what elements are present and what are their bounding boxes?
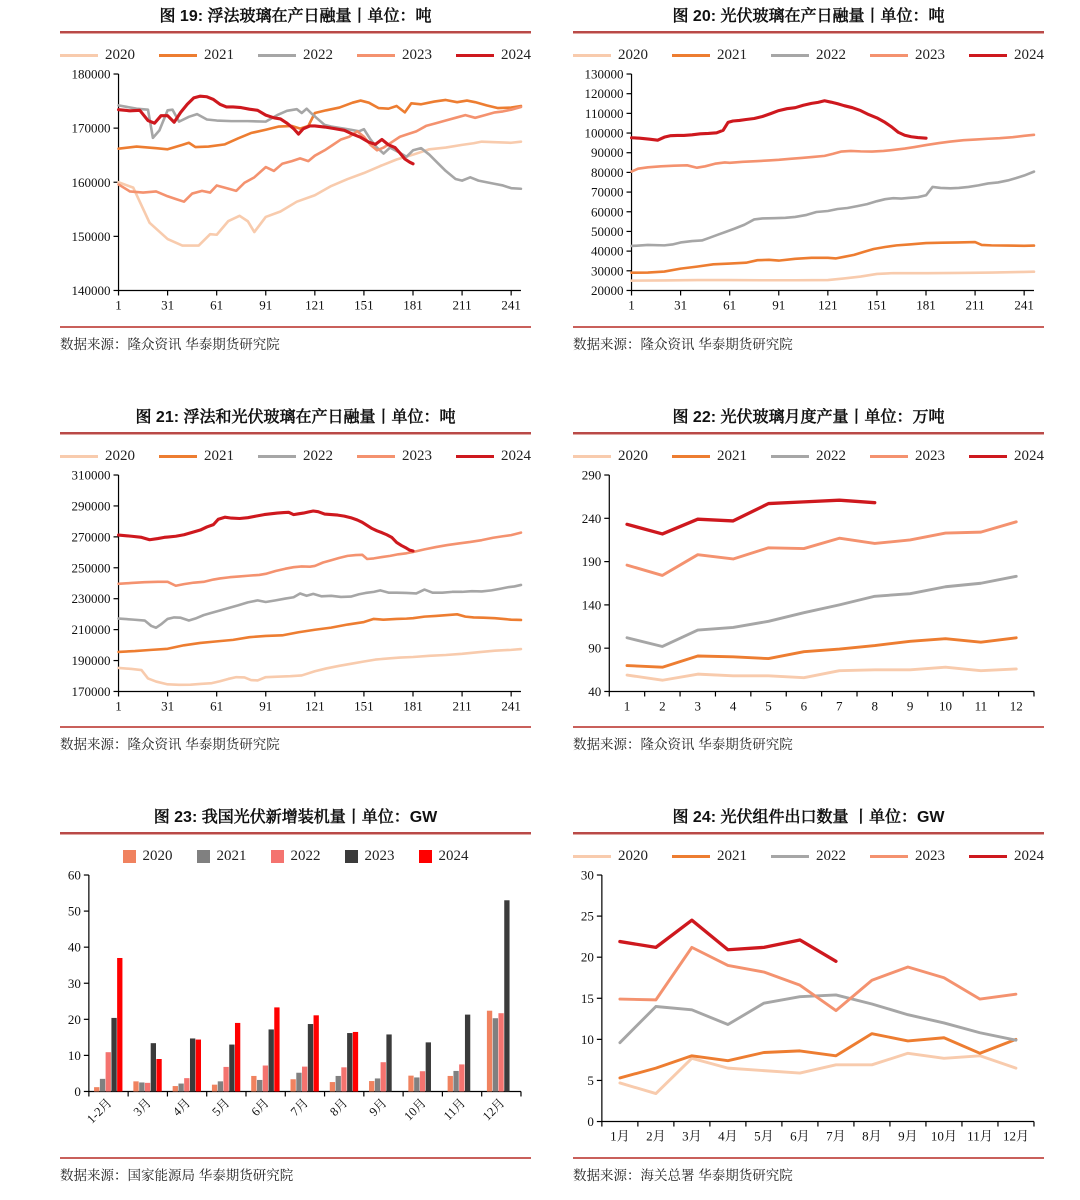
legend-item-2020 [573,848,648,865]
svg-text:61: 61 [723,297,737,313]
legend-item-2022 [271,848,321,865]
svg-text:31: 31 [161,698,175,714]
svg-text:241: 241 [501,297,521,313]
svg-text:70000: 70000 [590,184,624,200]
svg-text:230000: 230000 [71,590,111,606]
figure-21-legend [60,448,531,465]
svg-text:30000: 30000 [590,263,624,279]
svg-text:60000: 60000 [590,204,624,220]
figure-21-source: 数据来源：隆众资讯 华泰期货研究院 [60,726,531,753]
legend-item-2023 [870,47,945,64]
legend-item-2020 [60,448,135,465]
figure-24-legend [573,848,1044,865]
svg-text:6: 6 [800,698,808,714]
svg-text:140: 140 [581,596,602,612]
svg-text:8月: 8月 [862,1128,882,1144]
legend-item-2023 [870,848,945,865]
figure-23-title: 图 23: 我国光伏新增装机量丨单位：GW [153,809,438,827]
svg-text:91: 91 [259,698,273,714]
legend-swatch-2023 [870,855,908,858]
figure-20-legend [573,47,1044,64]
svg-text:5月: 5月 [209,1095,233,1119]
svg-text:1月: 1月 [610,1128,630,1144]
svg-text:310000: 310000 [71,467,111,483]
svg-text:3: 3 [694,698,702,714]
svg-text:31: 31 [674,297,688,313]
legend-label: 2023 [402,447,432,464]
svg-text:60: 60 [67,867,81,883]
figure-19-line-chart [60,66,531,319]
svg-text:190000: 190000 [71,652,111,668]
svg-text:210000: 210000 [71,621,111,637]
figure-20-line-chart [573,66,1044,319]
svg-text:6月: 6月 [248,1095,272,1119]
legend-swatch-2023 [357,455,395,458]
svg-text:50: 50 [67,903,81,919]
legend-swatch-2021 [197,850,210,863]
legend-swatch-2022 [258,54,296,57]
svg-text:121: 121 [305,698,325,714]
legend-label: 2020 [618,848,648,865]
legend-swatch-2021 [159,455,197,458]
svg-text:11月: 11月 [967,1128,993,1144]
svg-text:0: 0 [74,1084,81,1100]
legend-label: 2021 [216,848,247,865]
legend-item-2024 [419,848,469,865]
legend-swatch-2020 [60,54,98,57]
legend-swatch-2021 [672,455,710,458]
svg-text:2: 2 [659,698,666,714]
figure-24-line-chart [573,867,1044,1150]
legend-label: 2024 [438,848,469,865]
svg-text:1: 1 [623,698,631,714]
svg-text:12月: 12月 [479,1095,508,1124]
legend-label: 2022 [816,848,846,865]
svg-text:25: 25 [580,908,594,924]
svg-text:50000: 50000 [590,223,624,239]
legend-label: 2022 [290,848,321,865]
svg-text:3月: 3月 [130,1095,154,1119]
legend-item-2021 [159,448,234,465]
legend-swatch-2023 [870,54,908,57]
figure-24-title: 图 24: 光伏组件出口数量 丨单位：GW [672,809,945,827]
legend-item-2023 [870,448,945,465]
figure-21-line-chart [60,467,531,720]
legend-item-2022 [258,448,333,465]
legend-item-2021 [672,848,747,865]
legend-item-2022 [771,848,846,865]
svg-text:90: 90 [588,640,602,656]
svg-text:120000: 120000 [584,86,624,102]
legend-swatch-2020 [573,455,611,458]
svg-text:80000: 80000 [590,164,624,180]
legend-item-2022 [771,448,846,465]
legend-label: 2021 [717,47,747,63]
svg-text:12: 12 [1009,698,1023,714]
svg-text:290: 290 [581,467,602,483]
legend-label: 2021 [204,447,234,464]
svg-text:11月: 11月 [440,1095,469,1124]
svg-text:150000: 150000 [71,228,111,244]
svg-text:10: 10 [67,1047,81,1063]
figure-19-source: 数据来源：隆众资讯 华泰期货研究院 [60,326,531,353]
svg-text:5: 5 [587,1073,594,1089]
legend-item-2023 [357,47,432,64]
svg-text:40: 40 [67,939,81,955]
figure-22-title: 图 22: 光伏玻璃月度产量丨单位：万吨 [672,408,945,426]
svg-text:8月: 8月 [327,1095,351,1119]
svg-text:211: 211 [452,297,472,313]
legend-item-2021 [672,448,747,465]
legend-label: 2024 [1014,848,1044,865]
figure-22-legend [573,448,1044,465]
legend-item-2024 [456,448,531,465]
legend-swatch-2022 [258,455,296,458]
svg-text:10: 10 [938,698,953,714]
svg-text:30: 30 [580,867,594,883]
svg-text:0: 0 [587,1114,594,1130]
legend-swatch-2020 [573,54,611,57]
svg-text:6月: 6月 [790,1128,810,1144]
svg-text:9: 9 [906,698,914,714]
legend-item-2024 [969,47,1044,64]
figure-23-bar-chart [60,867,531,1150]
svg-text:151: 151 [354,698,374,714]
svg-text:40: 40 [588,683,602,699]
svg-text:110000: 110000 [584,105,624,121]
figure-23-source: 数据来源：国家能源局 华泰期货研究院 [60,1157,531,1184]
legend-label: 2020 [105,47,135,63]
legend-item-2024 [969,848,1044,865]
title-underline [60,832,531,835]
legend-item-2020 [573,47,648,64]
legend-label: 2022 [303,47,333,63]
svg-text:10月: 10月 [930,1128,957,1144]
figure-21-title: 图 21: 浮法和光伏玻璃在产日融量丨单位：吨 [135,408,456,426]
svg-text:4月: 4月 [170,1095,194,1119]
svg-text:160000: 160000 [71,174,111,190]
svg-text:211: 211 [452,698,472,714]
svg-text:91: 91 [259,297,273,313]
figure-20 [573,6,1044,353]
svg-text:20: 20 [580,949,594,965]
svg-text:1: 1 [115,698,122,714]
svg-text:140000: 140000 [71,282,111,298]
legend-item-2021 [159,47,234,64]
svg-text:190: 190 [581,553,602,569]
legend-swatch-2020 [123,850,136,863]
legend-label: 2023 [364,848,395,865]
title-underline [60,31,531,34]
legend-item-2024 [969,448,1044,465]
svg-text:100000: 100000 [584,125,624,141]
svg-text:15: 15 [580,990,594,1006]
legend-swatch-2023 [357,54,395,57]
svg-text:20: 20 [67,1011,81,1027]
legend-swatch-2024 [419,850,432,863]
legend-swatch-2022 [271,850,284,863]
svg-text:241: 241 [501,698,521,714]
legend-swatch-2024 [456,54,494,57]
legend-label: 2021 [717,447,747,464]
svg-text:1: 1 [628,297,635,313]
legend-swatch-2021 [672,855,710,858]
svg-text:3月: 3月 [682,1128,702,1144]
figure-24 [573,807,1044,1184]
svg-text:181: 181 [916,297,936,313]
title-underline [573,432,1044,435]
svg-text:4: 4 [729,698,737,714]
legend-swatch-2024 [969,855,1007,858]
svg-text:181: 181 [403,297,423,313]
legend-swatch-2021 [159,54,197,57]
legend-label: 2023 [402,47,432,63]
legend-swatch-2022 [771,855,809,858]
legend-swatch-2024 [969,455,1007,458]
svg-text:270000: 270000 [71,528,111,544]
svg-text:5: 5 [765,698,772,714]
svg-text:8: 8 [871,698,878,714]
svg-text:7月: 7月 [826,1128,846,1144]
svg-text:9月: 9月 [898,1128,918,1144]
legend-item-2023 [345,848,395,865]
svg-text:20000: 20000 [590,282,624,298]
legend-swatch-2023 [870,455,908,458]
svg-text:250000: 250000 [71,559,111,575]
svg-text:170000: 170000 [71,120,111,136]
legend-item-2022 [771,47,846,64]
svg-text:2月: 2月 [646,1128,666,1144]
legend-label: 2024 [501,47,531,63]
svg-text:31: 31 [161,297,175,313]
legend-item-2021 [672,47,747,64]
legend-label: 2024 [1014,47,1044,63]
legend-label: 2022 [303,447,333,464]
svg-text:211: 211 [965,297,985,313]
legend-label: 2021 [717,848,747,865]
svg-text:241: 241 [1014,297,1034,313]
svg-text:151: 151 [354,297,374,313]
figure-22 [573,407,1044,754]
legend-label: 2023 [915,447,945,464]
legend-item-2023 [357,448,432,465]
svg-text:9月: 9月 [366,1095,390,1119]
legend-swatch-2023 [345,850,358,863]
figure-22-source: 数据来源：隆众资讯 华泰期货研究院 [573,726,1044,753]
figure-19-title: 图 19: 浮法玻璃在产日融量丨单位：吨 [159,8,432,25]
svg-text:170000: 170000 [71,683,111,699]
legend-swatch-2022 [771,455,809,458]
svg-text:7: 7 [836,698,843,714]
legend-label: 2020 [618,47,648,63]
title-underline [60,432,531,435]
svg-text:40000: 40000 [590,243,624,259]
figure-20-title: 图 20: 光伏玻璃在产日融量丨单位：吨 [672,8,945,25]
legend-label: 2020 [105,447,135,464]
svg-text:1: 1 [115,297,122,313]
svg-text:10: 10 [580,1031,594,1047]
svg-text:61: 61 [210,698,224,714]
svg-text:180000: 180000 [71,66,111,82]
legend-label: 2023 [915,47,945,63]
svg-text:11: 11 [974,698,988,714]
svg-text:7月: 7月 [287,1095,312,1119]
svg-text:121: 121 [818,297,838,313]
figure-21 [60,407,531,754]
svg-text:151: 151 [867,297,887,313]
figure-20-source: 数据来源：隆众资讯 华泰期货研究院 [573,326,1044,353]
legend-item-2020 [573,448,648,465]
legend-swatch-2021 [672,54,710,57]
svg-text:10月: 10月 [401,1095,429,1124]
legend-item-2020 [123,848,173,865]
svg-text:30: 30 [67,975,81,991]
legend-label: 2022 [816,47,846,63]
figure-24-source: 数据来源：海关总署 华泰期货研究院 [573,1157,1044,1184]
legend-item-2022 [258,47,333,64]
figure-19-legend [60,47,531,64]
svg-text:181: 181 [403,698,423,714]
legend-swatch-2024 [969,54,1007,57]
svg-text:290000: 290000 [71,497,111,513]
title-underline [573,832,1044,835]
legend-label: 2024 [1014,447,1044,464]
svg-text:61: 61 [210,297,224,313]
svg-text:91: 91 [772,297,786,313]
legend-item-2020 [60,47,135,64]
svg-text:130000: 130000 [584,66,624,82]
legend-label: 2020 [142,848,173,865]
svg-text:12月: 12月 [1002,1128,1029,1144]
svg-text:90000: 90000 [590,145,624,161]
svg-text:4月: 4月 [718,1128,738,1144]
legend-swatch-2022 [771,54,809,57]
legend-swatch-2020 [573,855,611,858]
svg-text:240: 240 [581,510,602,526]
svg-text:1-2月: 1-2月 [84,1095,115,1127]
svg-text:121: 121 [305,297,325,313]
svg-text:5月: 5月 [754,1128,774,1144]
figure-23-legend [60,848,531,865]
title-underline [573,31,1044,34]
figure-23 [60,807,531,1184]
legend-label: 2023 [915,848,945,865]
legend-label: 2020 [618,447,648,464]
legend-item-2024 [456,47,531,64]
legend-item-2021 [197,848,247,865]
legend-swatch-2024 [456,455,494,458]
figure-19 [60,6,531,353]
figure-22-line-chart [573,467,1044,720]
legend-label: 2024 [501,447,531,464]
legend-label: 2022 [816,447,846,464]
legend-swatch-2020 [60,455,98,458]
legend-label: 2021 [204,47,234,63]
